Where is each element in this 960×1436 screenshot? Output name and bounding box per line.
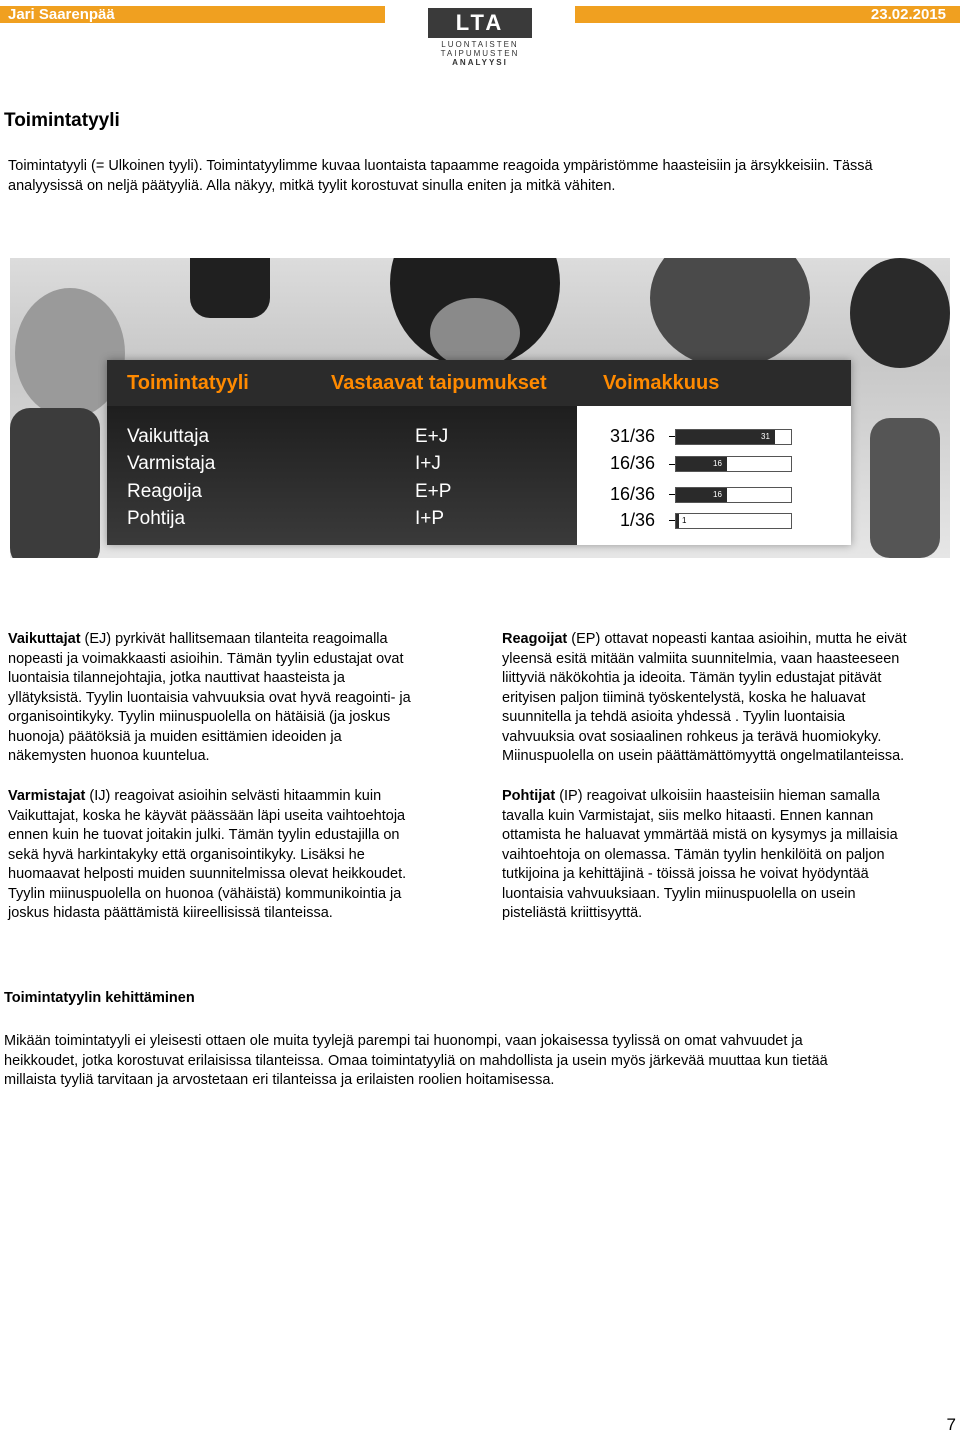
strength-bar-label: 1 [682,516,687,525]
style-code: E+J [415,426,449,447]
style-code: I+J [415,453,441,474]
col-header-tendencies: Vastaavat taipumukset [331,372,547,394]
text-line: (IP) reagoivat ulkoisiin haasteisiin hieman samalla [555,788,880,804]
style-name: Varmistaja [127,453,216,474]
panel-header [107,360,851,406]
col-header-style: Toimintatyyli [127,372,249,394]
text-line: sekä hyvä harkintakyky että organisointikyky. Lisäksi he [8,846,365,863]
text-line: millaista tyyliä tarvitaan ja arvostetaan eri tilanteissa ja erilaisten roolien hoitamisessa. [4,1072,555,1088]
style-score: 16/36 [609,484,655,504]
development-paragraph [4,1032,954,1091]
development-title: Toimintatyylin kehittäminen [4,990,195,1006]
section-title: Toimintatyyli [4,110,120,131]
pohtijat-paragraph [502,787,957,924]
vaikuttajat-paragraph [8,630,478,767]
logo-mark: LTA [455,10,505,35]
term-bold: Varmistajat [8,788,86,804]
person-image [10,408,100,558]
text-line: luontaisia tilannejohtajia, jotka nauttivat haasteista ja [8,670,345,686]
person-image [850,258,950,368]
text-line: joskus hidasta päättämistä kiireellisissä tilanteissa. [8,905,333,921]
style-code: E+P [415,481,452,502]
text-line: yleensä esitä mitään valmiita suunnitelmia, vaan haasteeseen [502,650,900,667]
logo-line-2: TAIPUMUSTEN [440,49,520,58]
style-name: Pohtija [127,508,186,529]
strength-bar [675,487,792,503]
person-image [870,418,940,558]
text-line: vaihtoehtoja on olemassa. Tämän tyylin henkilöitä on paljon [502,846,885,863]
strength-bar-label: 16 [713,490,722,499]
results-banner [10,258,950,558]
style-code: I+P [415,508,445,529]
text-line: ennen kuin he tuovat joitakin julki. Tämän tyylin edustajilla on [8,827,400,843]
strength-bar-fill [676,514,679,528]
text-line: heikkoudet, jotka korostuvat erilaisissa tilanteissa. Omaa toimintatyyliä on mahdollista ja usein myös järkevää muuttaa kun tietää [4,1052,828,1069]
text-line: vahvuuksia ovat sosiaalinen rohkeus ja terävä huomiokyky. [502,728,882,745]
style-score: 31/36 [609,426,655,446]
text-line: ottamista he haluavat ymmärtää mistä on kysymys ja millaisia [502,827,898,843]
term-bold: Vaikuttajat [8,631,81,647]
text-line: suunnitella ja tehdä asioita yhdessä . Tyylin luontaisia [502,709,846,725]
text-line: pisteliästä kriittisyyttä. [502,905,643,921]
text-line: tutkijoina ja kehittäjinä - töissä joissa he voivat hyödyntää [502,866,869,882]
text-line: Mikään toimintatyyli ei yleisesti ottaen ole muita tyylejä parempi tai huonompi, vaan jokaisessa tyylissä on omat vahvuudet ja [4,1033,803,1049]
text-line: Miinuspuolella on usein päättämättömyyttä ongelmatilanteissa. [502,748,905,764]
logo-line-3: ANALYYSI [452,58,508,67]
strength-bar [675,456,792,472]
text-line: luontaisia vahvuuksiaan. Tyylin miinuspuolella on usein [502,885,856,902]
text-line: näkemysten huonoa kuuntelua. [8,748,210,764]
text-line: (EJ) pyrkivät hallitsemaan tilanteita reagoimalla [80,631,388,647]
style-score: 16/36 [609,453,655,473]
col-header-strength: Voimakkuus [603,372,720,394]
varmistajat-paragraph [8,787,478,924]
term-bold: Reagoijat [502,631,568,647]
text-line: huonoja) päätöksiä ja muiden esittämien ideoiden ja [8,728,342,745]
text-line: liittyviä näkökohtia ja ideoita. Tämän tyylin edustajat pitävät [502,670,882,686]
lta-logo [425,6,535,68]
text-line: erityisen paljon tiiminä työskentelystä, koska he haluavat [502,689,866,706]
reagoijat-paragraph [502,630,957,767]
text-line: nopeasti ja voimakkaasti asioihin. Tämän tyylin edustajat ovat [8,650,404,667]
logo-line-1: LUONTAISTEN [441,40,519,49]
header-date: 23.02.2015 [870,6,946,23]
results-panel [107,360,851,545]
person-image [190,258,270,318]
style-name: Reagoija [127,481,202,502]
strength-bar-label: 31 [761,432,770,441]
author-name: Jari Saarenpää [8,6,115,23]
text-line: huomaavat helposti muiden suunnitelmissa olevat heikkoudet. [8,866,407,882]
intro-line-1: Toimintatyyli (= Ulkoinen tyyli). Toimintatyylimme kuvaa luontaista tapaamme reagoida ympäristömme haasteisiin ja ärsykkeisiin. Tässä [8,158,873,174]
logo-box [428,8,532,38]
person-image [430,298,520,368]
page-number: 7 [946,1415,956,1434]
text-line: organisointikyky. Tyylin miinuspuolella on hätäisiä (ja joskus [8,709,391,725]
strength-bar [675,513,792,529]
text-line: (IJ) reagoivat asioihin selvästi hitaammin kuin [85,788,382,804]
style-name: Vaikuttaja [127,426,210,447]
text-line: tavalla kuin Varmistajat, siis melko hitaasti. Ennen kannan [502,807,874,824]
person-image [650,258,810,368]
style-score: 1/36 [619,510,655,530]
text-line: Tyylin miinuspuolella on huonoa (vähäistä) kommunikointia ja [8,885,402,902]
intro-line-2: analyysissä on neljä päätyyliä. Alla näkyy, mitkä tyylit korostuvat sinulla eniten ja mitkä vähiten. [8,178,616,194]
text-line: Vaikuttajat, koska he käyvät päässään läpi useita vaihtoehtoja [8,807,406,824]
strength-bar-label: 16 [713,459,722,468]
term-bold: Pohtijat [502,788,556,804]
strength-bar [675,429,792,445]
text-line: (EP) ottavat nopeasti kantaa asioihin, mutta he eivät [567,631,907,647]
text-line: yllätyksistä. Tyylin luontaisia vahvuuksia ovat hyvä reagointi- ja [8,689,411,706]
